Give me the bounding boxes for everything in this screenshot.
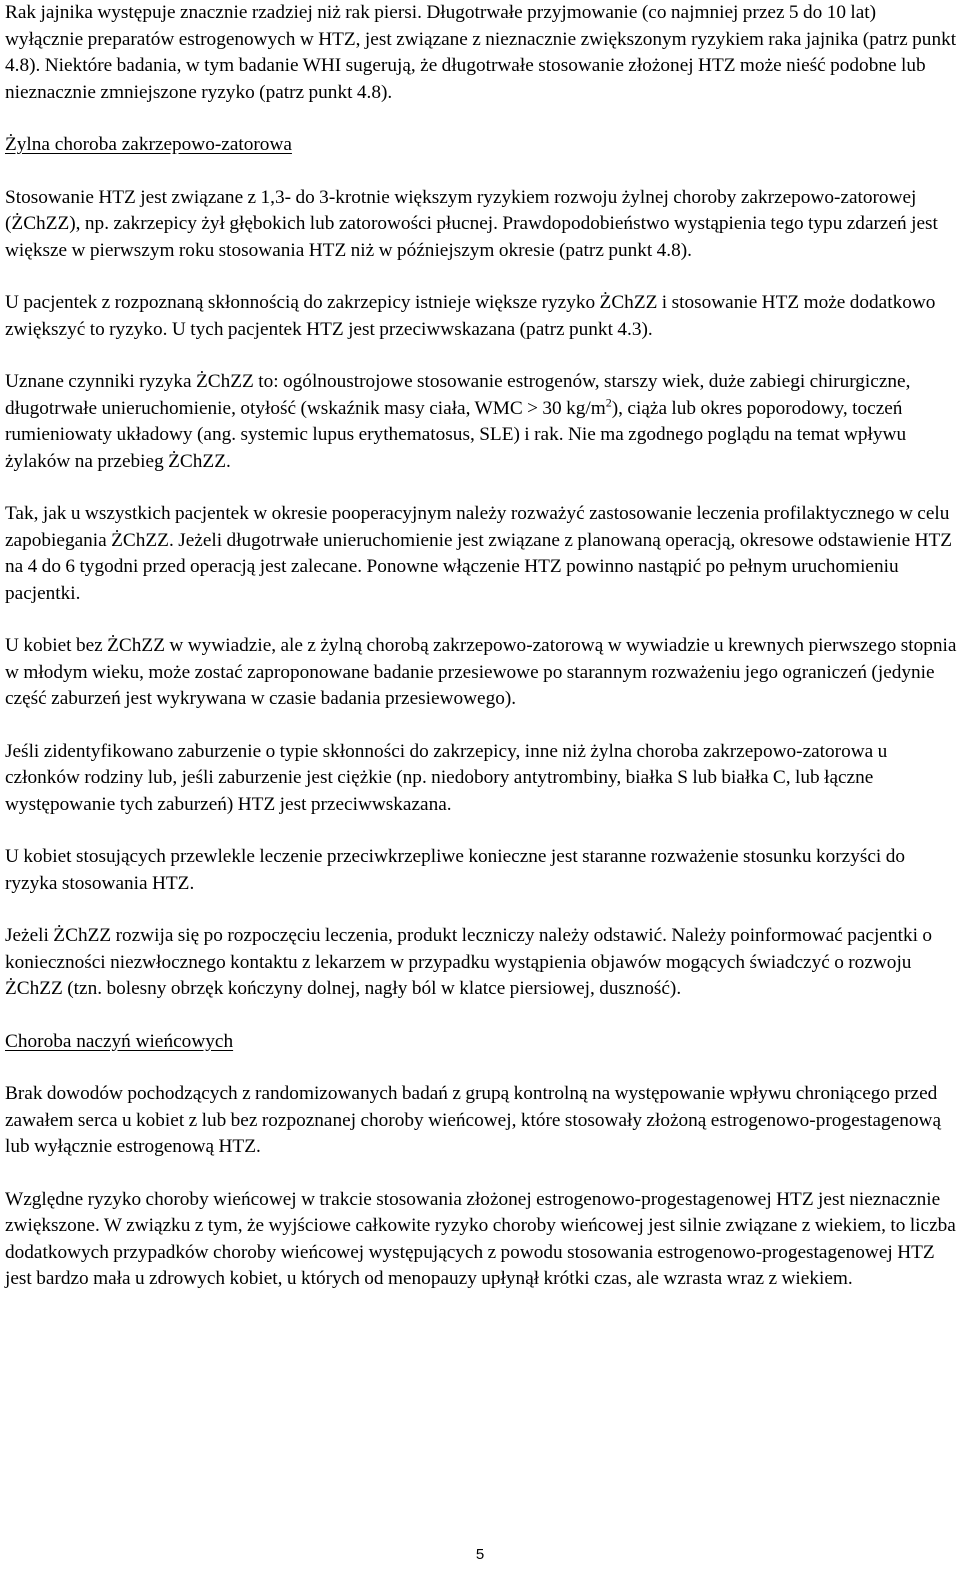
superscript-2: 2 [605,395,612,410]
paragraph-ovarian-cancer: Rak jajnika występuje znacznie rzadziej niż rak piersi. Długotrwałe przyjmowanie (co najmniej przez 5 do 10 lat) wyłącznie preparatów estrogenowych w HTZ, jest związane z nieznacznie zwiększonym ryzykiem raka jajnika (patrz punkt 4.8). Niektóre badania, w tym badanie WHI sugerują, że długotrwałe stosowanie złożonej HTZ może nieść podobne lub nieznacznie zmniejszone ryzyko (patrz punkt 4.8). [5,2,957,103]
heading-venous-thromboembolism: Żylna choroba zakrzepowo-zatorowa [5,134,292,155]
risk-factors-text-a: Uznane czynniki ryzyka ŻChZZ to: ogólnoustrojowe stosowanie estrogenów, starszy wiek, duże zabiegi chirurgiczne, długotrwałe unieruchomienie, otyłość (wskaźnik masy ciała, WMC > 30 kg/m [5,371,911,419]
heading-coronary-artery-disease: Choroba naczyń wieńcowych [5,1030,234,1052]
page-number: 5 [475,1546,485,1563]
paragraph-cad-evidence: Brak dowodów pochodzących z randomizowanych badań z grupą kontrolną na występowanie wpływu chroniącego przed zawałem serca u kobiet z lub bez rozpoznanej choroby wieńcowej, które stosowały złożoną estrogenowo-progestagenową lub wyłącznie estrogenową HTZ. [5,1083,942,1157]
paragraph-vte-screening: U kobiet bez ŻChZZ w wywiadzie, ale z żylną chorobą zakrzepowo-zatorową w wywiadzie u krewnych pierwszego stopnia w młodym wieku, może zostać zaproponowane badanie przesiewowe po starannym rozważeniu jego ograniczeń (jedynie część zaburzeń jest wykrywana w czasie badania przesiewowego). [5,635,957,709]
paragraph-vte-anticoagulant: U kobiet stosujących przewlekle leczenie przeciwkrzepliwe konieczne jest staranne rozważenie stosunku korzyści do ryzyka stosowania HTZ. [5,846,905,894]
document-page [5,0,957,1293]
paragraph-vte-risk-factors [5,369,957,475]
paragraph-vte-postoperative: Tak, jak u wszystkich pacjentek w okresie pooperacyjnym należy rozważyć zastosowanie leczenia profilaktycznego w celu zapobiegania ŻChZZ. Jeżeli długotrwałe unieruchomienie jest związane z planowaną operacją, okresowe odstawienie HTZ na 4 do 6 tygodni przed operacją jest zalecane. Ponowne włączenie HTZ powinno nastąpić po pełnym uruchomieniu pacjentki. [5,503,953,604]
paragraph-vte-thrombophilic-defect: Jeśli zidentyfikowano zaburzenie o typie skłonności do zakrzepicy, inne niż żylna choroba zakrzepowo-zatorowa u członków rodziny lub, jeśli zaburzenie jest ciężkie (np. niedobory antytrombiny, białka S lub białka C, lub łączne występowanie tych zaburzeń) HTZ jest przeciwwskazana. [5,740,888,815]
paragraph-cad-relative-risk: Względne ryzyko choroby wieńcowej w trakcie stosowania złożonej estrogenowo-progestagenowej HTZ jest nieznacznie zwiększone. W związku z tym, że wyjściowe całkowite ryzyko choroby wieńcowej jest silnie związane z wiekiem, to liczba dodatkowych przypadków choroby wieńcowej występujących z powodu stosowania estrogenowo-progestagenowej HTZ jest bardzo mała u zdrowych kobiet, u których od menopauzy upłynął krótki czas, ale wzrasta wraz z wiekiem. [5,1188,956,1289]
paragraph-vte-thrombophilia: U pacjentek z rozpoznaną skłonnością do zakrzepicy istnieje większe ryzyko ŻChZZ i stosowanie HTZ może dodatkowo zwiększyć to ryzyko. U tych pacjentek HTZ jest przeciwwskazana (patrz punkt 4.3). [5,292,936,340]
risk-factors-text-b: ), ciąża lub okres poporodowy, toczeń rumieniowaty układowy (ang. systemic lupus erythematosus, SLE) i rak. Nie ma zgodnego poglądu na temat wpływu żylaków na przebieg ŻChZZ. [5,397,907,472]
paragraph-vte-risk: Stosowanie HTZ jest związane z 1,3- do 3-krotnie większym ryzykiem rozwoju żylnej choroby zakrzepowo-zatorowej (ŻChZZ), np. zakrzepicy żył głębokich lub zatorowości płucnej. Prawdopodobieństwo wystąpienia tego typu zdarzeń jest większe w pierwszym roku stosowania HTZ niż w późniejszym okresie (patrz punkt 4.8). [5,186,938,261]
paragraph-vte-discontinue: Jeżeli ŻChZZ rozwija się po rozpoczęciu leczenia, produkt leczniczy należy odstawić. Należy poinformować pacjentki o konieczności niezwłocznego kontaktu z lekarzem w przypadku wystąpienia objawów mogących świadczyć o rozwoju ŻChZZ (tzn. bolesny obrzęk kończyny dolnej, nagły ból w klatce piersiowej, duszność). [5,925,932,999]
